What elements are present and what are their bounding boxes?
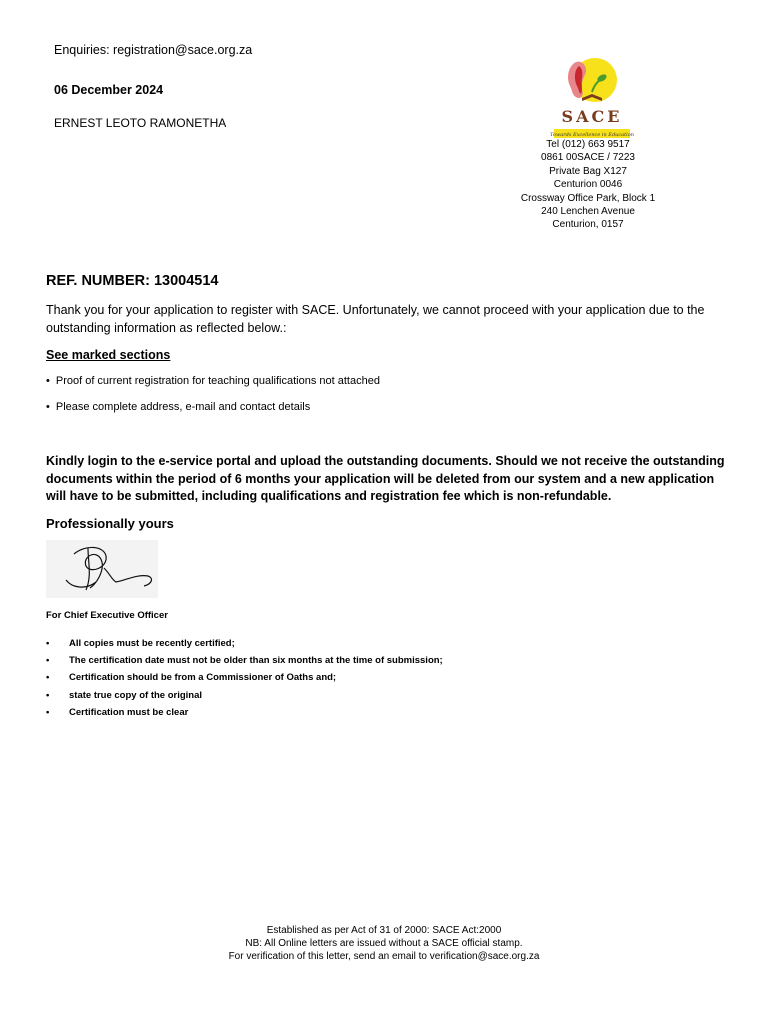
footer-stamp-note: NB: All Online letters are issued without a SACE official stamp. xyxy=(245,938,523,949)
list-item: • All copies must be recently certified; xyxy=(46,638,443,655)
list-item: • Please complete address, e-mail and contact details xyxy=(46,401,726,427)
list-item: • The certification date must not be older than six months at the time of submission; xyxy=(46,655,443,672)
signature-image xyxy=(46,540,158,598)
list-item: • Proof of current registration for teaching qualifications not attached xyxy=(46,375,726,401)
contact-city: Centurion, 0157 xyxy=(552,219,624,231)
reference-number: REF. NUMBER: 13004514 xyxy=(46,273,219,289)
list-item: • Certification should be from a Commissioner of Oaths and; xyxy=(46,672,443,689)
contact-details xyxy=(498,138,678,232)
contact-phone: Tel (012) 663 9517 xyxy=(546,139,630,150)
logo-wordmark: SACE xyxy=(561,107,623,126)
contact-postal-code: Centurion 0046 xyxy=(553,179,623,191)
enquiries-line: Enquiries: registration@sace.org.za xyxy=(54,43,253,57)
footer-verification-line: For verification of this letter, send an email to verification@sace.org.za xyxy=(228,951,540,962)
list-item: • state true copy of the original xyxy=(46,690,443,707)
sace-logo xyxy=(546,56,638,142)
recipient-name: ERNEST LEOTO RAMONETHA xyxy=(54,116,227,130)
contact-sharecall: 0861 00SACE / 7223 xyxy=(541,152,635,164)
logo-tagline: Towards Excellence in Education xyxy=(549,132,635,138)
instructions-paragraph: Kindly login to the e-service portal and upload the outstanding documents. Should we not receive the outstanding documents within the period of 6 months your application will be deleted from our system and a new application will have to be submitted, including qualifications and registration fee which is non-refundable. xyxy=(46,454,725,503)
list-item: • Certification must be clear xyxy=(46,707,443,724)
closing-line: Professionally yours xyxy=(46,516,174,531)
footer-act-line: Established as per Act of 31 of 2000: SACE Act:2000 xyxy=(266,925,502,936)
intro-paragraph: Thank you for your application to register with SACE. Unfortunately, we cannot proceed with your application due to the outstanding information as reflected below.: xyxy=(46,303,705,335)
signatory-title: For Chief Executive Officer xyxy=(46,610,168,621)
contact-office-park: Crossway Office Park, Block 1 xyxy=(520,192,656,204)
footer xyxy=(0,924,768,963)
see-marked-heading: See marked sections xyxy=(46,348,171,362)
outstanding-list xyxy=(46,375,726,427)
contact-private-bag: Private Bag X127 xyxy=(549,165,627,177)
certification-notes xyxy=(46,638,443,724)
contact-street: 240 Lenchen Avenue xyxy=(541,206,635,218)
letter-date: 06 December 2024 xyxy=(54,83,164,97)
